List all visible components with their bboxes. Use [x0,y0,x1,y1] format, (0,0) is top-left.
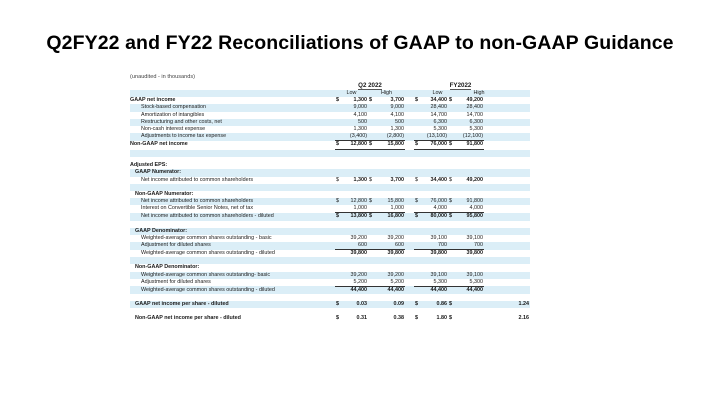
table-row: Net income attributed to common shareholders - diluted $ 13,800 $ 16,800 $ 80,000 $ 95,800 [130,213,530,221]
non-gaap-denominator-heading: Non-GAAP Denominator: [135,264,200,271]
page-title: Q2FY22 and FY22 Reconciliations of GAAP to non-GAAP Guidance [46,32,674,54]
table-row: Net income attributed to common shareholders $ 12,800 $ 15,800 $ 76,000 $ 91,800 [130,198,530,205]
table-row: Adjustment for diluted shares 600 600 700 700 [130,242,530,250]
table-subtitle: (unaudited - in thousands) [130,74,195,80]
table-row: Restructuring and other costs, net 500 500 6,300 6,300 [130,119,530,126]
table-row: Non-cash interest expense 1,300 1,300 5,300 5,300 [141,126,483,133]
gaap-eps-row: GAAP net income per share - diluted $ 0.03 0.09 $ 0.86 $ 1.24 [130,301,530,308]
table-row: Interest on Convertible Senior Notes, net of tax 1,000 1,000 4,000 4,000 [141,205,483,212]
table-row: Stock-based compensation 9,000 9,000 28,400 28,400 [130,104,530,111]
table-row: Weighted-average common shares outstanding - diluted 44,400 44,400 44,400 44,400 [130,286,530,294]
reconciliation-table [130,78,530,323]
gaap-net-income-row: GAAP net income $ 1,300 $ 3,700 $ 34,400 $ 49,200 [130,97,483,104]
table-row: Adjustments to income tax expense (3,400) (2,800) (13,100) (12,100) [130,133,530,141]
period-header-row [130,81,530,90]
table-row: Adjustment for diluted shares 5,200 5,200 5,300 5,300 [141,278,483,286]
table-row: Net income attributed to common shareholders $ 1,300 $ 3,700 $ 34,400 $ 49,200 [141,176,483,183]
low-high-header-row [130,90,530,97]
table-row: Weighted-average common shares outstanding - diluted 39,800 39,800 39,800 39,800 [141,249,483,257]
col-q2-low: Low [335,90,368,97]
table-row: Amortization of intangibles 4,100 4,100 14,700 14,700 [141,111,483,118]
non-gaap-numerator-heading: Non-GAAP Numerator: [135,190,194,197]
col-fy-low: Low [419,90,456,97]
adjusted-eps-heading: Adjusted EPS: [130,162,168,169]
period-fy: FY2022 [449,82,472,89]
non-gaap-eps-row: Non-GAAP net income per share - diluted $ 0.31 0.38 $ 1.80 $ 2.16 [135,315,529,322]
non-gaap-net-income-row: Non-GAAP net income $ 12,800 $ 15,800 $ 76,000 $ 91,800 [130,141,483,148]
table-row: Weighted-average common shares outstanding- basic 39,200 39,200 39,100 39,100 [130,272,530,279]
period-q2: Q2 2022 [358,82,382,89]
gaap-numerator-heading: GAAP Numerator: [130,169,530,176]
table-row: Weighted-average common shares outstanding - basic 39,200 39,200 39,100 39,100 [141,234,483,241]
col-fy-high: High [456,90,502,97]
gaap-denominator-heading: GAAP Denominator: [130,228,530,235]
col-q2-high: High [368,90,405,97]
row-label: GAAP net income [130,97,176,104]
